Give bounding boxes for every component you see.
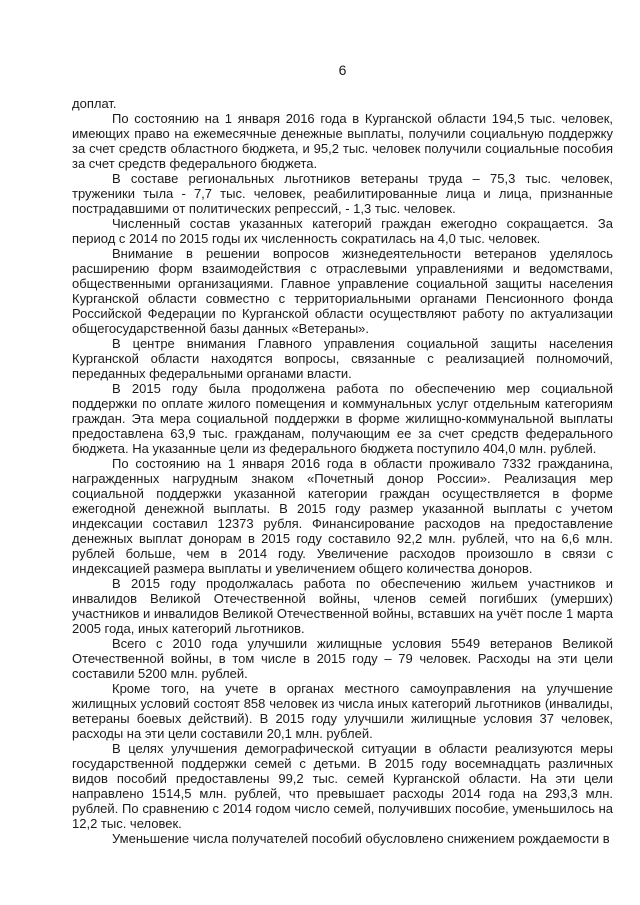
paragraph: Внимание в решении вопросов жизнедеятельности ветеранов уделялось расширению форм взаимодействия с отраслевыми управлениями и ведомствами, общественными организациями. Главное управление социальной защиты населения Курганской области совместно с территориальными органами Пенсионного фонда Российской Федерации по Курганской области осуществляют работу по актуализации общегосударственной базы данных «Ветераны». xyxy=(72,246,613,336)
paragraph: Уменьшение числа получателей пособий обусловлено снижением рождаемости в xyxy=(112,831,610,846)
document-page xyxy=(72,62,613,846)
paragraph: Всего с 2010 года улучшили жилищные условия 5549 ветеранов Великой Отечественной войны, в том числе в 2015 году – 79 человек. Расходы на эти цели составили 5200 млн. рублей. xyxy=(72,636,613,681)
paragraph: В центре внимания Главного управления социальной защиты населения Курганской области находятся вопросы, связанные с реализацией полномочий, переданных федеральными органами власти. xyxy=(72,336,613,381)
page-number: 6 xyxy=(338,62,347,78)
paragraph: В составе региональных льготников ветераны труда – 75,3 тыс. человек, труженики тыла - 7,7 тыс. человек, реабилитированные лица и лица, признанные пострадавшими от политических репрессий, - 1,3 тыс. человек. xyxy=(72,171,613,216)
paragraph: Численный состав указанных категорий граждан ежегодно сокращается. За период с 2014 по 2015 годы их численность сократилась на 4,0 тыс. человек. xyxy=(72,216,613,246)
paragraph: В 2015 году была продолжена работа по обеспечению мер социальной поддержки по оплате жилого помещения и коммунальных услуг отдельным категориям граждан. Эта мера социальной поддержки в форме жилищно-коммунальной выплаты предоставлена 63,9 тыс. гражданам, получающим ее за счет средств федерального бюджета. На указанные цели из федерального бюджета поступило 404,0 млн. рублей. xyxy=(72,381,613,456)
paragraph: доплат. xyxy=(72,96,117,111)
paragraph: В 2015 году продолжалась работа по обеспечению жильем участников и инвалидов Великой Отечественной войны, членов семей погибших (умерших) участников и инвалидов Великой Отечественной войны, вставших на учёт после 1 марта 2005 года, иных категорий льготников. xyxy=(72,576,613,636)
paragraph: Кроме того, на учете в органах местного самоуправления на улучшение жилищных условий состоят 858 человек из числа иных категорий льготников (инвалиды, ветераны боевых действий). В 2015 году улучшили жилищные условия 37 человек, расходы на эти цели составили 20,1 млн. рублей. xyxy=(72,681,613,741)
paragraph: В целях улучшения демографической ситуации в области реализуются меры государственной поддержки семей с детьми. В 2015 году восемнадцать различных видов пособий предоставлены 99,2 тыс. семей Курганской области. На эти цели направлено 1514,5 млн. рублей, что превышает расходы 2014 года на 293,3 млн. рублей. По сравнению с 2014 годом число семей, получивших пособие, уменьшилось на 12,2 тыс. человек. xyxy=(72,741,613,831)
paragraph: По состоянию на 1 января 2016 года в Курганской области 194,5 тыс. человек, имеющих право на ежемесячные денежные выплаты, получили социальную поддержку за счет средств областного бюджета, и 95,2 тыс. человек получили социальные пособия за счет средств федерального бюджета. xyxy=(72,111,613,171)
paragraph: По состоянию на 1 января 2016 года в области проживало 7332 гражданина, награжденных нагрудным знаком «Почетный донор России». Реализация мер социальной поддержки указанной категории граждан осуществляется в форме ежегодной денежной выплаты. В 2015 году размер указанной выплаты с учетом индексации составил 12373 рубля. Финансирование расходов на предоставление денежных выплат донорам в 2015 году составило 92,2 млн. рублей, что на 6,6 млн. рублей больше, чем в 2014 году. Увеличение расходов произошло в связи с индексацией размера выплаты и увеличением общего количества доноров. xyxy=(72,456,613,576)
